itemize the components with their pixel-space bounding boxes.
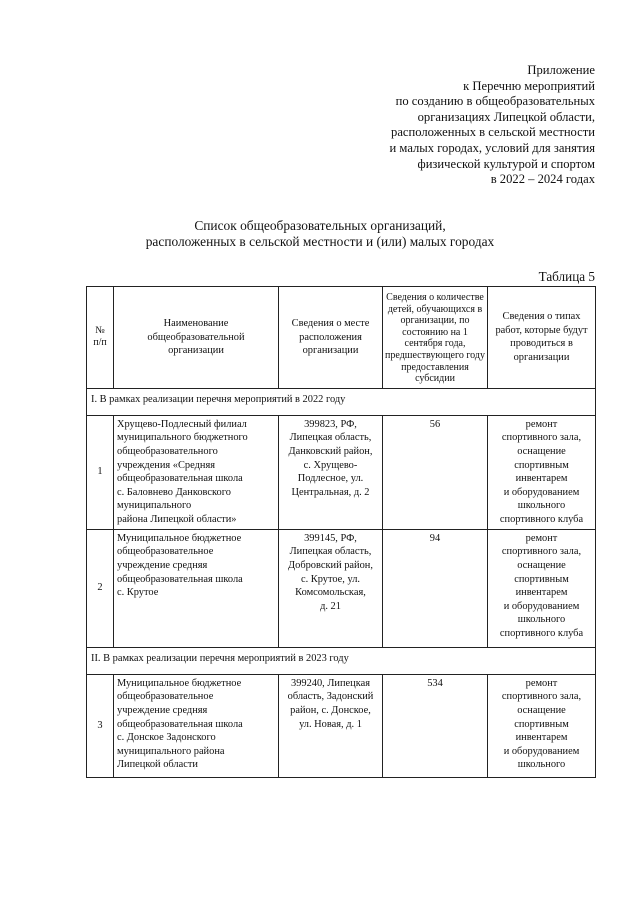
location-line: Липецкая область,: [289, 546, 372, 558]
work-line: оснащение: [517, 704, 566, 716]
title-line-2: расположенных в сельской местности и (или) малых городах: [145, 234, 495, 250]
location-line: с. Крутое, ул.: [300, 573, 361, 585]
appendix-line: расположенных в сельской местности: [391, 125, 595, 140]
work-line: школьного: [517, 614, 566, 626]
org-name-line: Хрущево-Подлесный филиал: [117, 418, 247, 430]
location-line: Липецкая область,: [289, 432, 372, 444]
location-line: ул. Новая, д. 1: [299, 718, 362, 730]
org-name-line: учреждение средняя: [117, 704, 208, 716]
work-types: [488, 415, 596, 529]
section-title: II. В рамках реализации перечня мероприятий в 2023 году: [87, 647, 596, 674]
org-name-line: общеобразовательное: [117, 691, 214, 703]
appendix-line: физической культурой и спортом: [417, 156, 595, 171]
location-line: Комсомольская,: [295, 587, 366, 599]
location-line: Подлесное, ул.: [297, 473, 364, 485]
work-line: ремонт: [525, 532, 558, 544]
appendix-line: по созданию в общеобразовательных: [395, 94, 595, 109]
org-name-line: общеобразовательная школа: [117, 473, 243, 485]
children-count: 94: [383, 529, 488, 647]
work-line: спортивным: [514, 718, 569, 730]
org-name-line: общеобразовательное: [117, 546, 214, 558]
work-line: спортивного клуба: [499, 627, 584, 639]
location-line: Данковский район,: [288, 445, 373, 457]
org-name-line: муниципального: [117, 500, 192, 512]
appendix-line: в 2022 – 2024 годах: [490, 172, 595, 187]
work-line: инвентарем: [515, 732, 568, 744]
header-children: Сведения о количестве детей, обучающихся в организации, по состоянию на 1 сентября года, предшествующего году предоставления субсидии: [383, 287, 488, 389]
work-line: спортивного зала,: [501, 546, 582, 558]
header-location: Сведения о месте расположения организации: [279, 287, 383, 389]
work-line: инвентарем: [515, 587, 568, 599]
work-line: ремонт: [525, 677, 558, 689]
location-line: с. Хрущево-: [303, 459, 358, 471]
table-number: Таблица 5: [538, 269, 595, 284]
work-line: школьного: [517, 759, 566, 771]
org-name-line: муниципального района: [117, 745, 225, 757]
row-num: 3: [87, 674, 114, 777]
org-name-line: общеобразовательного: [117, 445, 218, 457]
organizations-table: [86, 286, 596, 778]
work-line: спортивным: [514, 459, 569, 471]
work-line: спортивного клуба: [499, 513, 584, 525]
section-title: I. В рамках реализации перечня мероприятий в 2022 году: [87, 388, 596, 415]
work-line: спортивным: [514, 573, 569, 585]
work-line: и оборудованием: [503, 745, 580, 757]
location-line: район, с. Донское,: [290, 704, 371, 716]
org-name-line: учреждения «Средняя: [117, 459, 216, 471]
location-line: д. 21: [320, 600, 341, 612]
work-line: спортивного зала,: [501, 691, 582, 703]
work-line: ремонт: [525, 418, 558, 430]
org-name-line: района Липецкой области»: [117, 513, 237, 525]
org-name-line: Муниципальное бюджетное: [117, 532, 242, 544]
org-name-line: общеобразовательная школа: [117, 718, 243, 730]
table-row: [87, 529, 596, 647]
work-line: инвентарем: [515, 473, 568, 485]
appendix-line: и малых городах, условий для занятия: [389, 140, 595, 155]
children-count: 56: [383, 415, 488, 529]
org-location: [279, 674, 383, 777]
org-name-line: с. Донское Задонского: [117, 732, 216, 744]
section-row: [87, 647, 596, 674]
work-line: спортивного зала,: [501, 432, 582, 444]
location-line: область, Задонский: [287, 691, 374, 703]
org-name: [114, 674, 279, 777]
org-name-line: учреждение средняя: [117, 559, 208, 571]
org-name-line: с. Крутое: [117, 587, 159, 599]
appendix-line: Приложение: [527, 63, 595, 77]
org-name: [114, 415, 279, 529]
work-line: школьного: [517, 500, 566, 512]
location-line: 399145, РФ,: [304, 532, 357, 544]
header-num: № п/п: [87, 287, 114, 389]
location-line: Добровский район,: [288, 559, 373, 571]
table-row: [87, 674, 596, 777]
org-name-line: Липецкой области: [117, 759, 198, 771]
work-line: оснащение: [517, 445, 566, 457]
org-name-line: муниципального бюджетного: [117, 432, 248, 444]
row-num: 1: [87, 415, 114, 529]
document-title: [0, 218, 640, 250]
header-name: Наименование общеобразовательной организации: [114, 287, 279, 389]
appendix-line: организациях Липецкой области,: [417, 109, 595, 124]
location-line: 399823, РФ,: [304, 418, 357, 430]
header-works: Сведения о типах работ, которые будут проводиться в организации: [488, 287, 596, 389]
children-count: 534: [383, 674, 488, 777]
work-line: оснащение: [517, 559, 566, 571]
org-location: [279, 529, 383, 647]
work-types: [488, 529, 596, 647]
work-line: и оборудованием: [503, 486, 580, 498]
location-line: 399240, Липецкая: [291, 677, 370, 689]
work-line: и оборудованием: [503, 600, 580, 612]
appendix-line: к Перечню мероприятий: [463, 78, 595, 93]
table-row: [87, 415, 596, 529]
org-location: [279, 415, 383, 529]
org-name-line: общеобразовательная школа: [117, 573, 243, 585]
appendix-note: [295, 63, 595, 188]
table-header-row: [87, 287, 596, 389]
work-types: [488, 674, 596, 777]
row-num: 2: [87, 529, 114, 647]
section-row: [87, 388, 596, 415]
org-name-line: Муниципальное бюджетное: [117, 677, 242, 689]
org-name: [114, 529, 279, 647]
location-line: Центральная, д. 2: [291, 486, 370, 498]
title-line-1: Список общеобразовательных организаций,: [194, 218, 446, 233]
org-name-line: с. Баловнево Данковского: [117, 486, 231, 498]
